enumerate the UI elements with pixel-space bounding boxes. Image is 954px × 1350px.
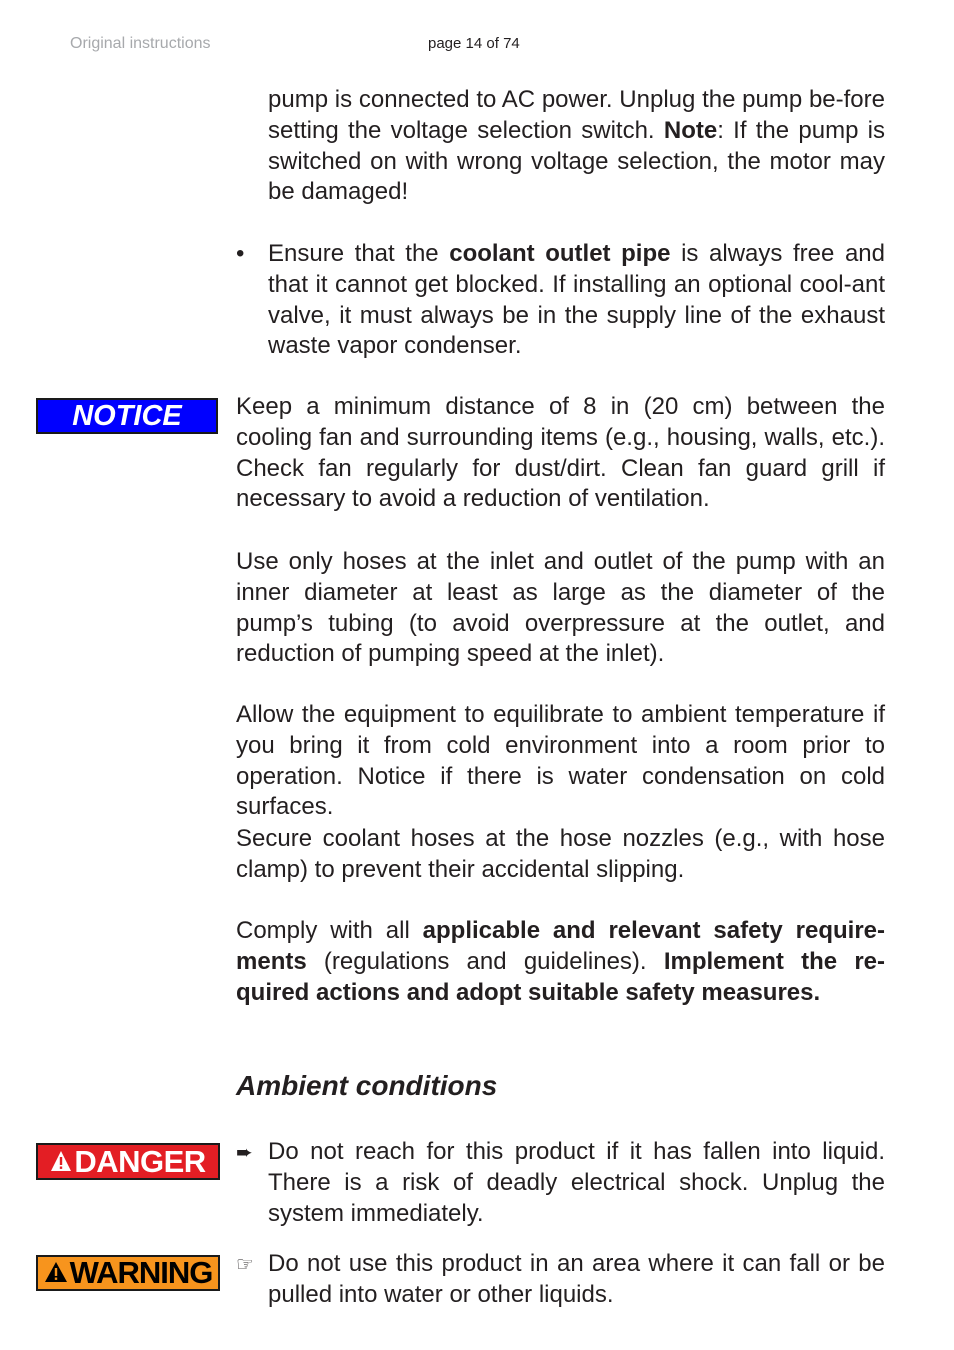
notice-paragraph: Keep a minimum distance of 8 in (20 cm) between the cooling fan and surrounding items (e.g., housing, walls, etc.). Check fan regularly for dust/dirt. Clean fan guard grill if necessary to avoid a reduction of ventilation. xyxy=(236,393,885,513)
page-number: page 14 of 74 xyxy=(428,35,520,52)
comply-text-1: Comply with all xyxy=(236,917,423,944)
comply-bold-1: applicable and relevant safety require-ments xyxy=(236,917,885,975)
notice-label: NOTICE xyxy=(36,398,218,434)
comply-bold-2: Implement the re-quired actions and adopt suitable safety measures. xyxy=(236,947,886,1006)
voltage-text-1: pump is connected to AC power. Unplug the pump be-fore setting the voltage selection switch. xyxy=(268,86,885,144)
voltage-text-2: : If the pump is switched on with wrong voltage selection, the motor may be damaged! xyxy=(268,116,886,206)
warning-triangle-icon xyxy=(44,1255,68,1291)
bullet-marker: • xyxy=(236,240,245,267)
danger-paragraph: Do not reach for this product if it has fallen into liquid. There is a risk of deadly electrical shock. Unplug the system immediately. xyxy=(268,1138,885,1227)
danger-label xyxy=(36,1143,220,1180)
coolant-bold: coolant outlet pipe xyxy=(449,240,671,267)
coolant-bullet-paragraph xyxy=(268,239,885,362)
voltage-paragraph xyxy=(268,85,885,208)
pointing-hand-icon: ☞ xyxy=(236,1252,254,1276)
voltage-note-bold: Note xyxy=(663,116,718,144)
comply-paragraph xyxy=(236,916,885,1008)
coolant-text-2: is always free and that it cannot get blocked. If installing an optional cool-ant valve, it must always be in the supply line of the exhaust waste vapor condenser. xyxy=(268,240,886,360)
header-document-type: Original instructions xyxy=(70,35,211,52)
danger-label-text: DANGER xyxy=(74,1143,206,1179)
equilibrate-paragraph: Allow the equipment to equilibrate to ambient temperature if you bring it from cold environment into a room prior to operation. Notice if there is water condensation on cold surfaces. xyxy=(236,701,885,821)
arrow-right-icon: ➨ xyxy=(236,1140,253,1164)
warning-label xyxy=(36,1255,220,1291)
secure-hoses-paragraph: Secure coolant hoses at the hose nozzles (e.g., with hose clamp) to prevent their accidental slipping. xyxy=(236,825,885,883)
section-heading: Ambient conditions xyxy=(236,1070,498,1101)
warning-triangle-icon xyxy=(50,1144,72,1180)
warning-label-text: WARNING xyxy=(69,1255,213,1290)
coolant-text-1: Ensure that the xyxy=(268,240,450,267)
hoses-paragraph: Use only hoses at the inlet and outlet of the pump with an inner diameter at least as large as the diameter of the pump’s tubing (to avoid overpressure at the outlet, and reduction of pumping speed at the inlet). xyxy=(236,548,885,668)
warning-paragraph: Do not use this product in an area where it can fall or be pulled into water or other liquids. xyxy=(268,1250,885,1308)
comply-text-2: (regulations and guidelines). xyxy=(306,947,664,975)
